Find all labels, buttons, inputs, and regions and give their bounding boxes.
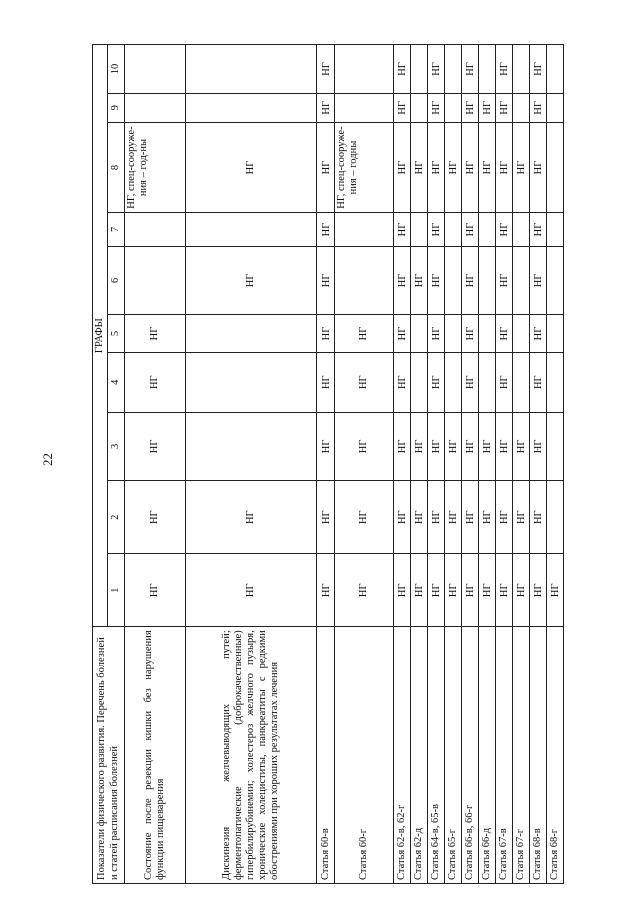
table-cell: НГ — [496, 481, 513, 554]
table-cell: НГ — [335, 412, 394, 481]
table-cell: НГ — [428, 412, 445, 481]
page-number: 22 — [40, 453, 55, 466]
table-row — [428, 45, 445, 884]
table-cell: НГ — [530, 315, 547, 353]
column-number: 10 — [108, 45, 125, 94]
table-cell: НГ — [530, 213, 547, 246]
row-label: Статья 68-в — [530, 627, 547, 884]
row-label: Состояние после резекции кишки без нарушения функции пищеварения — [125, 627, 186, 884]
table-cell: НГ — [428, 122, 445, 213]
table-cell: НГ — [445, 554, 462, 627]
column-number: 4 — [108, 352, 125, 412]
table-cell — [335, 45, 394, 94]
table-cell — [411, 45, 428, 94]
row-label: Статья 60-г — [335, 627, 394, 884]
table-cell: НГ — [462, 45, 479, 94]
table-cell: НГ — [335, 481, 394, 554]
table-row — [186, 45, 317, 884]
table-cell — [547, 122, 564, 213]
table-cell: НГ — [335, 315, 394, 353]
table-row — [496, 45, 513, 884]
table-cell: НГ — [186, 554, 317, 627]
table-cell — [445, 213, 462, 246]
table-cell — [479, 213, 496, 246]
table-cell — [445, 246, 462, 315]
table-cell: НГ — [530, 93, 547, 122]
table-cell: НГ — [317, 213, 335, 246]
table-cell — [411, 213, 428, 246]
table-cell: НГ — [513, 481, 530, 554]
table-cell: НГ — [428, 315, 445, 353]
table-cell: НГ — [394, 213, 411, 246]
table-cell: НГ — [445, 481, 462, 554]
rotated-table-page — [92, 44, 562, 884]
table-cell — [445, 93, 462, 122]
table-row — [394, 45, 411, 884]
table-cell: НГ — [530, 122, 547, 213]
table-cell — [125, 246, 186, 315]
table-cell: НГ — [530, 554, 547, 627]
table-cell — [513, 213, 530, 246]
table-cell — [547, 93, 564, 122]
column-number: 3 — [108, 412, 125, 481]
table-cell — [411, 93, 428, 122]
table-cell: НГ — [462, 481, 479, 554]
table-cell: НГ — [462, 246, 479, 315]
table-cell: НГ — [479, 93, 496, 122]
column-number: 2 — [108, 481, 125, 554]
table-cell: НГ — [428, 246, 445, 315]
table-row — [530, 45, 547, 884]
table-cell: НГ — [394, 45, 411, 94]
table-cell: НГ — [394, 93, 411, 122]
table-cell — [125, 93, 186, 122]
table-cell — [547, 352, 564, 412]
table-cell: НГ — [462, 352, 479, 412]
table-cell — [186, 213, 317, 246]
table-row — [547, 45, 564, 884]
table-cell: НГ — [394, 352, 411, 412]
table-cell: НГ — [496, 352, 513, 412]
table-cell: НГ — [317, 352, 335, 412]
table-cell — [186, 93, 317, 122]
table-cell: НГ — [394, 122, 411, 213]
table-cell: НГ — [186, 481, 317, 554]
table-cell: НГ — [125, 412, 186, 481]
table-header — [93, 45, 125, 884]
table-row — [125, 45, 186, 884]
table-cell: НГ — [513, 412, 530, 481]
table-row — [513, 45, 530, 884]
table-cell: НГ — [428, 213, 445, 246]
table-row — [335, 45, 394, 884]
table-cell: НГ — [317, 246, 335, 315]
table-cell — [335, 213, 394, 246]
table-cell — [513, 352, 530, 412]
table-cell: НГ — [394, 481, 411, 554]
table-cell: НГ — [317, 122, 335, 213]
fitness-categories-table — [92, 44, 564, 884]
table-cell — [186, 45, 317, 94]
indicator-header: Показатели физического развития. Перечень болезней и статей расписания болезней — [93, 627, 125, 884]
table-cell: НГ — [496, 412, 513, 481]
table-cell: НГ — [462, 93, 479, 122]
table-cell — [513, 246, 530, 315]
table-cell: НГ, спец-сооруже-ния – годны — [335, 122, 394, 213]
table-row — [479, 45, 496, 884]
table-cell — [547, 481, 564, 554]
table-cell: НГ — [394, 554, 411, 627]
table-cell: НГ — [530, 412, 547, 481]
table-cell — [479, 315, 496, 353]
table-cell: НГ — [186, 122, 317, 213]
table-cell: НГ — [411, 554, 428, 627]
table-cell: НГ — [394, 412, 411, 481]
table-cell — [125, 213, 186, 246]
table-row — [317, 45, 335, 884]
table-cell — [547, 315, 564, 353]
table-cell — [513, 93, 530, 122]
table-cell: НГ — [479, 122, 496, 213]
table-cell: НГ — [462, 213, 479, 246]
table-cell — [186, 412, 317, 481]
table-cell: НГ — [496, 246, 513, 315]
table-cell — [547, 45, 564, 94]
table-cell: НГ — [496, 213, 513, 246]
table-cell — [186, 352, 317, 412]
row-label: Статья 65-г — [445, 627, 462, 884]
table-cell: НГ — [411, 246, 428, 315]
row-label: Статья 67-г — [513, 627, 530, 884]
row-label: Статья 64-в, 65-в — [428, 627, 445, 884]
row-label: Статья 62-в, 62-г — [394, 627, 411, 884]
row-label: Дискинезия желчевыводящих путей; ферментопатические (доброкачественные) гипербилирубинемии; холестероз желчного пузыря, хронические холециститы, панкреатиты с редкими обострениями при хороших результатах лечения — [186, 627, 317, 884]
table-cell: НГ — [335, 352, 394, 412]
table-cell: НГ — [411, 122, 428, 213]
column-number: 7 — [108, 213, 125, 246]
row-label: Статья 60-в — [317, 627, 335, 884]
table-cell: НГ — [547, 554, 564, 627]
table-cell — [335, 93, 394, 122]
table-cell: НГ — [496, 122, 513, 213]
table-body — [125, 45, 564, 884]
table-cell: НГ — [394, 315, 411, 353]
table-cell — [513, 45, 530, 94]
table-row — [445, 45, 462, 884]
table-cell: НГ — [428, 45, 445, 94]
table-cell: НГ — [496, 315, 513, 353]
column-number: 8 — [108, 122, 125, 213]
table-cell — [445, 45, 462, 94]
table-cell: НГ — [335, 554, 394, 627]
table-cell: НГ — [479, 481, 496, 554]
table-cell: НГ — [530, 45, 547, 94]
table-cell: НГ — [496, 45, 513, 94]
table-cell: НГ — [479, 412, 496, 481]
table-cell: НГ — [317, 315, 335, 353]
table-cell: НГ — [530, 352, 547, 412]
table-cell: НГ — [317, 481, 335, 554]
table-cell: НГ — [317, 412, 335, 481]
table-cell: НГ — [428, 481, 445, 554]
table-cell: НГ — [125, 352, 186, 412]
column-number: 5 — [108, 315, 125, 353]
column-number: 1 — [108, 554, 125, 627]
table-cell: НГ — [125, 554, 186, 627]
table-cell: НГ — [428, 554, 445, 627]
table-cell: НГ — [411, 481, 428, 554]
column-number: 6 — [108, 246, 125, 315]
row-label: Статья 67-в — [496, 627, 513, 884]
table-cell: НГ — [428, 352, 445, 412]
table-row — [411, 45, 428, 884]
table-cell: НГ — [186, 246, 317, 315]
table-cell — [411, 352, 428, 412]
table-cell: НГ — [317, 93, 335, 122]
table-cell — [547, 246, 564, 315]
table-cell: НГ — [496, 93, 513, 122]
row-label: Статья 66-в, 66-г — [462, 627, 479, 884]
table-cell: НГ — [125, 481, 186, 554]
table-cell: НГ — [462, 315, 479, 353]
row-label: Статья 68-г — [547, 627, 564, 884]
columns-group-header: ГРАФЫ — [93, 45, 108, 627]
table-cell: НГ — [462, 122, 479, 213]
table-cell — [513, 315, 530, 353]
table-cell: НГ — [462, 554, 479, 627]
row-label: Статья 66-д — [479, 627, 496, 884]
row-label: Статья 62-д — [411, 627, 428, 884]
table-cell: НГ — [428, 93, 445, 122]
table-cell: НГ — [125, 315, 186, 353]
table-cell — [479, 246, 496, 315]
table-cell: НГ — [496, 554, 513, 627]
table-cell: НГ — [513, 122, 530, 213]
table-cell — [479, 45, 496, 94]
table-cell: НГ — [317, 554, 335, 627]
table-cell — [411, 315, 428, 353]
column-number: 9 — [108, 93, 125, 122]
table-cell: НГ — [479, 554, 496, 627]
table-cell: НГ — [462, 412, 479, 481]
table-cell — [335, 246, 394, 315]
table-cell: НГ — [317, 45, 335, 94]
table-cell — [186, 315, 317, 353]
table-cell — [125, 45, 186, 94]
table-cell: НГ — [445, 122, 462, 213]
table-cell: НГ — [445, 412, 462, 481]
table-cell: НГ — [411, 412, 428, 481]
table-cell: НГ, спец-сооруже-ния – год-ны — [125, 122, 186, 213]
table-cell: НГ — [530, 481, 547, 554]
table-cell: НГ — [513, 554, 530, 627]
table-cell — [479, 352, 496, 412]
table-cell — [547, 412, 564, 481]
table-cell: НГ — [530, 246, 547, 315]
table-cell — [445, 352, 462, 412]
table-cell — [445, 315, 462, 353]
table-cell — [547, 213, 564, 246]
table-row — [462, 45, 479, 884]
table-cell: НГ — [394, 246, 411, 315]
